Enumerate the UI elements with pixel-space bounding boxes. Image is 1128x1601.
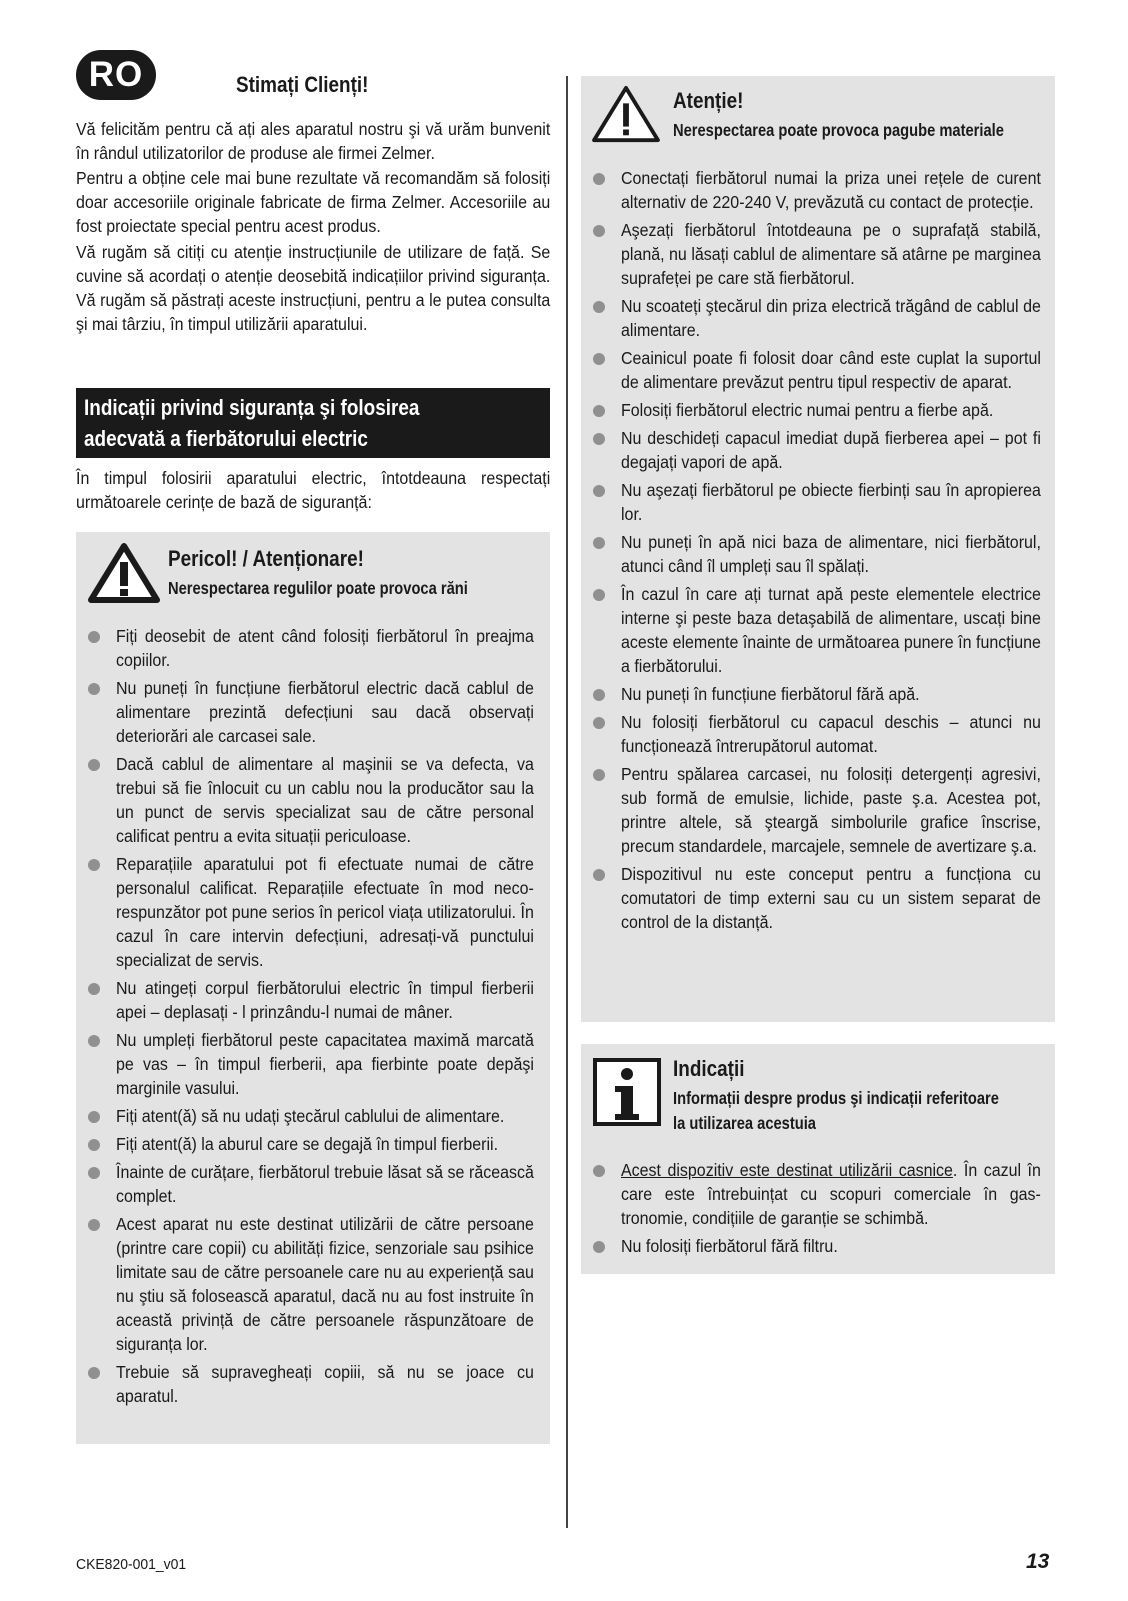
list-item: Dispozitivul nu este conceput pentru a funcționa cu comutatori de timp externi sau cu un sistem separat de control de la distanță. — [593, 862, 1041, 934]
list-item: Fiți atent(ă) la aburul care se degajă în timpul fierberii. — [88, 1132, 534, 1156]
list-item: Acest aparat nu este destinat utilizării de către persoane (printre care copii) cu abilități fizice, senzoriale sau psihice limitate sau de către persoanele care nu au experiență sau nu ştiu să folosească aparatul, dacă nu au fost instruite în această privință de către persoanele răspunzătoare de siguranța lor. — [88, 1212, 534, 1356]
document-code: CKE820-001_v01 — [76, 1556, 187, 1573]
danger-subtitle: Nerespectarea regulilor poate provoca răni — [168, 578, 468, 598]
list-item: Aşezați fierbătorul întotdeauna pe o suprafață stabilă, plană, nu lăsați cablul de alimentare să atârne pe marginea suprafeței pe care stă fierbătorul. — [593, 218, 1041, 290]
caution-subtitle: Nerespectarea poate provoca pagube materiale — [673, 120, 1004, 140]
list-item: Nu folosiți fierbătorul cu capacul deschis – atunci nu funcționează întrerupătorul automat. — [593, 710, 1041, 758]
info-subtitle-line-1: Informații despre produs şi indicații referitoare — [673, 1088, 999, 1108]
list-item: Înainte de curățare, fierbătorul trebuie lăsat să se răcească complet. — [88, 1160, 534, 1208]
info-icon — [593, 1058, 661, 1126]
caution-title: Atenție! — [673, 88, 744, 113]
list-item: În cazul în care ați turnat apă peste elementele electrice interne şi peste baza detaşabilă de alimentare, uscați bine aceste elemente înainte de următoarea punere în funcțiune a fierbătorului. — [593, 582, 1041, 678]
section-heading — [76, 388, 550, 458]
list-item: Nu puneți în funcțiune fierbătorul fără apă. — [593, 682, 1041, 706]
list-item: Dacă cablul de alimentare al maşinii se va defecta, va trebui să fie înlocuit cu un cablu nou la producător sau la un punct de servis specializat sau de către personal calificat pentru a evita situații periculoase. — [88, 752, 534, 848]
commercial-use-note: . În cazul în care este întrebuințat cu scopuri comerciale în gastronomie, condițiile de garanție se schimbă. — [621, 1160, 1041, 1228]
info-subtitle-line-2: la utilizarea acestuia — [673, 1113, 816, 1133]
list-item: Nu deschideți capacul imediat după fierberea apei – pot fi degajați vapori de apă. — [593, 426, 1041, 474]
section-heading-line-1: Indicații privind siguranța şi folosirea — [84, 395, 420, 420]
intro-paragraph-3: Vă rugăm să citiți cu atenție instrucțiunile de utilizare de față. Se cuvine să acordați o atenție deosebită indicațiilor privind siguranța. Vă rugăm să păstrați aceste instrucțiuni, pentru a le putea consulta şi mai târziu, în timpul utilizării aparatului. — [76, 242, 551, 334]
list-item — [593, 1158, 1041, 1230]
danger-list — [88, 624, 534, 1412]
list-item: Nu puneți în funcțiune fierbătorul electric dacă cablul de alimentare prezintă defecțiuni sau dacă observați deteriorări ale carcasei sale. — [88, 676, 534, 748]
section-intro: În timpul folosirii aparatului electric, întotdeauna respectați următoarele cerințe de bază de siguranță: — [76, 468, 551, 512]
list-item: Nu puneți în apă nici baza de alimentare, nici fierbătorul, atunci când îl umpleți sau îl spălați. — [593, 530, 1041, 578]
list-item: Pentru spălarea carcasei, nu folosiți detergenți agresivi, sub formă de emulsie, lichide, paste ş.a. Acestea pot, printre altele, să şteargă simbolurile grafice înscrise, precum standardele, marcajele, semnele de avertizare ş.a. — [593, 762, 1041, 858]
greeting-title: Stimați Clienți! — [236, 72, 369, 97]
section-heading-line-2: adecvată a fierbătorului electric — [84, 426, 368, 451]
list-item: Folosiți fierbătorul electric numai pentru a fierbe apă. — [593, 398, 1041, 422]
language-badge: RO — [76, 50, 156, 100]
list-item: Reparațiile aparatului pot fi efectuate numai de către personalul calificat. Reparațiile efectuate în mod necorespunzător pot pune serios în pericol viața utilizatorului. În cazul în care intervin defecțiuni, adresați-vă punctului specializat de servis. — [88, 852, 534, 972]
list-item: Ceainicul poate fi folosit doar când este cuplat la suportul de alimentare prevăzut pentru tipul respectiv de aparat. — [593, 346, 1041, 394]
list-item: Nu folosiți fierbătorul fără filtru. — [593, 1234, 1041, 1258]
list-item: Nu aşezați fierbătorul pe obiecte fierbinți sau în apropierea lor. — [593, 478, 1041, 526]
intro-paragraph-2: Pentru a obține cele mai bune rezultate vă recomandăm să folosiți doar accesoriile originale fabricate de firma Zelmer. Accesoriile au fost proiectate special pentru acest produs. — [76, 168, 551, 236]
danger-title: Pericol! / Atenționare! — [168, 546, 364, 571]
caution-box — [581, 76, 1055, 1022]
list-item: Fiți atent(ă) să nu udați ştecărul cablului de alimentare. — [88, 1104, 534, 1128]
list-item: Trebuie să supravegheați copiii, să nu se joace cu aparatul. — [88, 1360, 534, 1408]
caution-list — [593, 166, 1041, 938]
intro-paragraph-1: Vă felicităm pentru că ați ales aparatul nostru şi vă urăm bunvenit în rândul utilizatorilor de produse ale firmei Zelmer. — [76, 119, 551, 163]
warning-triangle-icon — [591, 84, 661, 144]
column-divider — [566, 76, 568, 1528]
warning-triangle-icon — [88, 542, 160, 604]
info-list — [593, 1158, 1041, 1262]
info-box — [581, 1044, 1055, 1274]
list-item: Fiți deosebit de atent când folosiți fierbătorul în preajma copiilor. — [88, 624, 534, 672]
household-use-note: Acest dispozitiv este destinat utilizării casnice — [621, 1160, 953, 1180]
danger-box — [76, 532, 550, 1444]
info-title: Indicații — [673, 1056, 745, 1081]
list-item: Nu scoateți ştecărul din priza electrică trăgând de cablul de alimentare. — [593, 294, 1041, 342]
list-item: Conectați fierbătorul numai la priza unei rețele de curent alternativ de 220-240 V, prevăzută cu contact de protecție. — [593, 166, 1041, 214]
list-item: Nu umpleți fierbătorul peste capacitatea maximă marcată pe vas – în timpul fierberii, apa fierbinte poate depăşi marginile vasului. — [88, 1028, 534, 1100]
page-number: 13 — [1026, 1550, 1050, 1573]
list-item: Nu atingeți corpul fierbătorului electric în timpul fierberii apei – deplasați - l prinzându-l numai de mâner. — [88, 976, 534, 1024]
